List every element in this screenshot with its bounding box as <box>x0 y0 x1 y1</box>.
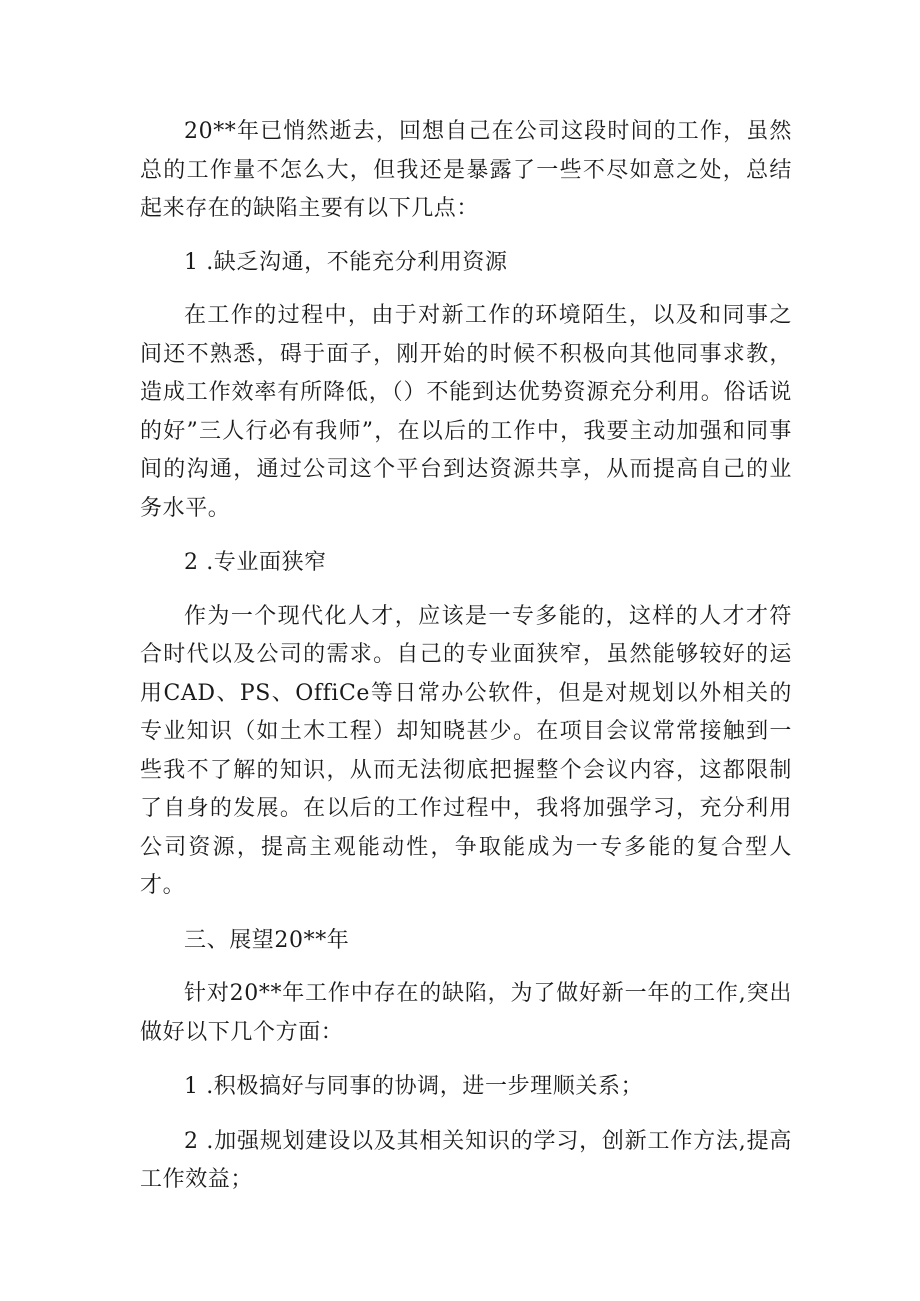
outlook-paragraph: 针对20**年工作中存在的缺陷，为了做好新一年的工作,突出做好以下几个方面： <box>140 981 792 1045</box>
list-item-learning: 2 .加强规划建设以及其相关知识的学习，创新工作方法,提高工作效益； <box>140 1128 792 1192</box>
item-heading-communication: 1 .缺乏沟通，不能充分利用资源 <box>184 249 508 275</box>
specialty-paragraph: 作为一个现代化人才，应该是一专多能的，这样的人才才符合时代以及公司的需求。自己的专业面狭窄，虽然能够较好的运用CAD、PS、OffiCe等日常办公软件，但是对规划以外相关的专业知识（如土木工程）却知晓甚少。在项目会议常常接触到一些我不了解的知识，从而无法彻底把握整个会议内容，这都限制了自身的发展。在以后的工作过程中，我将加强学习，充分利用公司资源，提高主观能动性，争取能成为一专多能的复合型人才。 <box>140 603 792 898</box>
section-heading-outlook: 三、展望20**年 <box>184 927 350 953</box>
list-item-coordination: 1 .积极搞好与同事的协调，进一步理顺关系； <box>184 1074 644 1099</box>
intro-paragraph: 20**年已悄然逝去，回想自己在公司这段时间的工作，虽然总的工作量不怎么大，但我还是暴露了一些不尽如意之处，总结起来存在的缺陷主要有以下几点： <box>140 119 792 221</box>
communication-paragraph: 在工作的过程中，由于对新工作的环境陌生，以及和同事之间还不熟悉，碍于面子，刚开始的时候不积极向其他同事求教，造成工作效率有所降低，（）不能到达优势资源充分利用。俗话说的好”三人行必有我师”，在以后的工作中，我要主动加强和同事间的沟通，通过公司这个平台到达资源共享，从而提高自己的业务水平。 <box>140 303 792 521</box>
document-body <box>140 113 792 1200</box>
item-heading-specialty: 2 .专业面狭窄 <box>184 550 327 575</box>
